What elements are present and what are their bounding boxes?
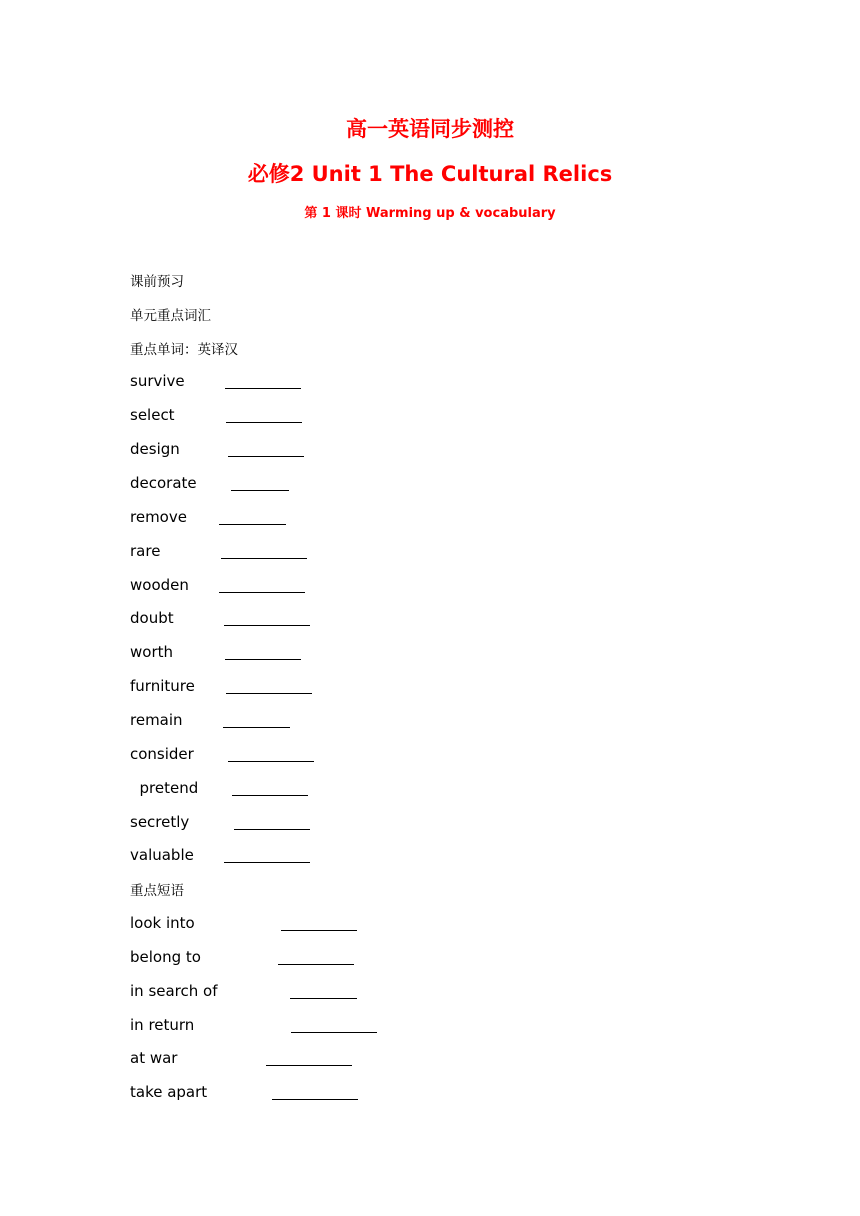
answer-blank[interactable] bbox=[221, 558, 307, 559]
answer-blank[interactable] bbox=[226, 422, 302, 423]
section-unit-vocab-heading: 单元重点词汇 bbox=[130, 308, 211, 324]
phrase-term: look into bbox=[130, 914, 195, 932]
answer-blank[interactable] bbox=[231, 490, 289, 491]
section-preview-heading: 课前预习 bbox=[130, 274, 184, 290]
word-term: remove bbox=[130, 508, 187, 526]
word-term: remain bbox=[130, 711, 183, 729]
answer-blank[interactable] bbox=[232, 795, 308, 796]
phrase-term: in return bbox=[130, 1016, 195, 1034]
answer-blank[interactable] bbox=[223, 727, 290, 728]
answer-blank[interactable] bbox=[266, 1065, 352, 1066]
answer-blank[interactable] bbox=[224, 862, 310, 863]
phrase-term: at war bbox=[130, 1049, 178, 1067]
lesson-title: 第 1 课时 Warming up & vocabulary bbox=[304, 206, 556, 221]
phrase-term: take apart bbox=[130, 1083, 208, 1101]
phrase-term: belong to bbox=[130, 948, 201, 966]
page-title: 高一英语同步测控 bbox=[346, 116, 514, 141]
word-term: worth bbox=[130, 643, 174, 661]
answer-blank[interactable] bbox=[281, 930, 357, 931]
answer-blank[interactable] bbox=[290, 998, 357, 999]
answer-blank[interactable] bbox=[228, 761, 314, 762]
word-term: furniture bbox=[130, 677, 195, 695]
word-term: rare bbox=[130, 542, 161, 560]
word-term: pretend bbox=[130, 779, 199, 797]
answer-blank[interactable] bbox=[225, 659, 301, 660]
word-term: design bbox=[130, 440, 180, 458]
word-term: secretly bbox=[130, 813, 190, 831]
answer-blank[interactable] bbox=[228, 456, 304, 457]
answer-blank[interactable] bbox=[278, 964, 354, 965]
word-term: select bbox=[130, 406, 175, 424]
answer-blank[interactable] bbox=[219, 592, 305, 593]
phrase-term: in search of bbox=[130, 982, 218, 1000]
answer-blank[interactable] bbox=[224, 625, 310, 626]
word-term: consider bbox=[130, 745, 194, 763]
section-key-phrases-heading: 重点短语 bbox=[130, 883, 184, 899]
word-term: decorate bbox=[130, 474, 197, 492]
unit-title: 必修2 Unit 1 The Cultural Relics bbox=[247, 162, 613, 186]
answer-blank[interactable] bbox=[291, 1032, 377, 1033]
word-term: wooden bbox=[130, 576, 189, 594]
answer-blank[interactable] bbox=[226, 693, 312, 694]
answer-blank[interactable] bbox=[219, 524, 286, 525]
word-term: survive bbox=[130, 372, 185, 390]
answer-blank[interactable] bbox=[234, 829, 310, 830]
answer-blank[interactable] bbox=[272, 1099, 358, 1100]
answer-blank[interactable] bbox=[225, 388, 301, 389]
word-term: valuable bbox=[130, 846, 194, 864]
word-term: doubt bbox=[130, 609, 174, 627]
section-key-words-heading: 重点单词：英译汉 bbox=[130, 342, 238, 358]
